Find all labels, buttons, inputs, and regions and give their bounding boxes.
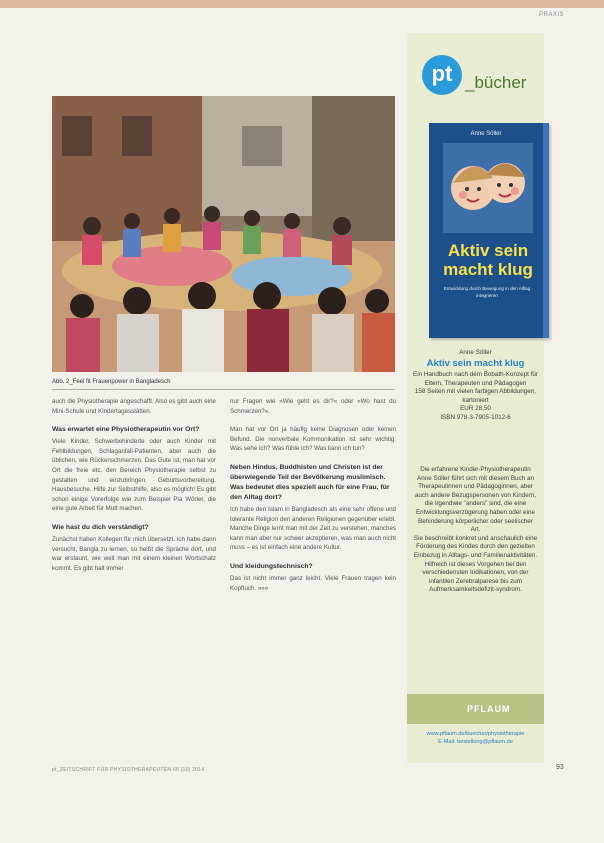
photo-caption: Abb. 2_Feel fit Frauenpower in Bangladesch [52, 379, 171, 385]
book-cover-author: Anne Söller [470, 131, 502, 137]
question-heading: Neben Hindus, Buddhisten und Christen ist der überwiegende Teil der Bevölkerung muslimisch. Was bedeutet dies speziell auch für eine Frau, für den Alltag dort? [230, 463, 390, 501]
book-spine [543, 123, 549, 338]
question-heading: Wie hast du dich verständigt? [52, 523, 149, 531]
logo-wordmark: _bücher [465, 73, 527, 92]
book-blurb: Die erfahrene Kinder-Physiotherapeutin Anne Söller führt sich mit diesem Buch an Therapeutinnen und Pädagoginnen, aber auch andere Bezugspersonen von Kindern, die irgendwie "anders" sind, die eine Entwicklungsverzögerung haben oder eine Behinderung körperlicher oder seelischer Art. Sie beschreibt konkret und anschaulich eine Förderung des Kindes durch den gezielten Einbezug in Alltags- und Familienaktivitäten. Hilfreich ist dieses Vorgehen bei den verschiedensten Indikationen, von der infantilen Zerebralparese bis zum Aufmerksamkeitsdefizit-syndrom. [413, 466, 538, 594]
question-heading: Und kleidungstechnisch? [230, 562, 313, 570]
book-cover-title: Aktiv sein macht klug [443, 241, 533, 279]
question-heading: Was erwartet eine Physiotherapeutin vor Ort? [52, 426, 200, 434]
order-link[interactable]: www.pflaum.de/buecher/physiotherapie E-Mail: bestellung@pflaum.de [426, 731, 525, 745]
book-cover-subtitle: Entwicklung durch Bewegung in den Alltag integrieren [443, 286, 531, 298]
group-exercise-photo [52, 96, 395, 372]
caption-divider [52, 389, 395, 390]
pt-logo: pt [422, 55, 462, 95]
paragraph: Das ist nicht immer ganz leicht. Viele Frauen tragen kein Kopftuch. »»» [230, 574, 396, 592]
book-author: Anne Söller [459, 349, 492, 356]
article-column-2 [230, 397, 396, 602]
book-details: Ein Handbuch nach dem Bobath-Konzept für Eltern, Therapeuten und Pädagogen 158 Seiten mit vielen farbigen Abbildungen, kartoniert EUR 28,50 ISBN 978-3-7905-1012-6 [413, 371, 538, 421]
paragraph: Man hat vor Ort ja häufig keine Diagnosen oder keinen Befund. Die nonverbale Kommunikation ist sehr wichtig: Was sehe ich? Was fühle ich? Was kann ich tun? [230, 426, 396, 453]
page-rubric: PRAXIS [538, 12, 564, 18]
publisher-logo: PFLAUM [467, 704, 511, 714]
article-photo [52, 96, 395, 372]
paragraph: auch die Physiotherapie angeschafft. Also es gibt auch eine Mini-Schule und Kindertagesstätten. [52, 398, 216, 415]
paragraph: nur Fragen wie »Wie geht es dir?« oder »Wo hast du Schmerzen?«. [230, 398, 396, 415]
top-accent-strip [0, 0, 604, 8]
paragraph: Zunächst haben Kollegen für mich übersetzt. Ich habe dann versucht, Bangla zu lernen, so heißt die Sprache dort, und war erstaunt, wie weit man mit einem kleinen Wortschatz kommt. Es gibt halt immer [52, 535, 216, 572]
page-footer: pt_ZEITSCHRIFT FÜR PHYSIOTHERAPEUTEN 66 [10] 2014 [52, 767, 205, 773]
article-column-1 [52, 397, 216, 582]
book-title: Aktiv sein macht klug [426, 358, 525, 369]
page-number: 93 [556, 764, 564, 771]
book-sidebar [407, 33, 544, 763]
paragraph: Ich habe den Islam in Bangladesch als eine sehr offene und tolerante Religion den anderen Religionen gegenüber erlebt. Manche Dinge lernt man mit der Zeit zu verstehen, manches kann man aber nur schwer akzeptieren, was man auch nicht muss – es ist einfach eine andere Kultur. [230, 505, 396, 552]
publisher-bar [407, 694, 544, 724]
children-faces-image [443, 143, 533, 233]
book-cover[interactable] [429, 123, 549, 338]
paragraph: Viele Kinder, Schwerbehinderte oder auch Kinder mit Fehlbildungen, Schlaganfall-Patienten, aber auch die üblichen, wie Rückenschmerzen. Das Gute ist, man hat vor Ort die freie etc. den Bereich Physiotherapie selbst zu gestalten und einzubringen. Geburtsvorbereitung, Hausbesuche. Hilfe zur Selbsthilfe, also es möglich! Es gibt schon einige Vorerfolge wie zum Beispiel Pia Wörler, die eine gute Arbeit für Mutt machen. [52, 438, 216, 513]
